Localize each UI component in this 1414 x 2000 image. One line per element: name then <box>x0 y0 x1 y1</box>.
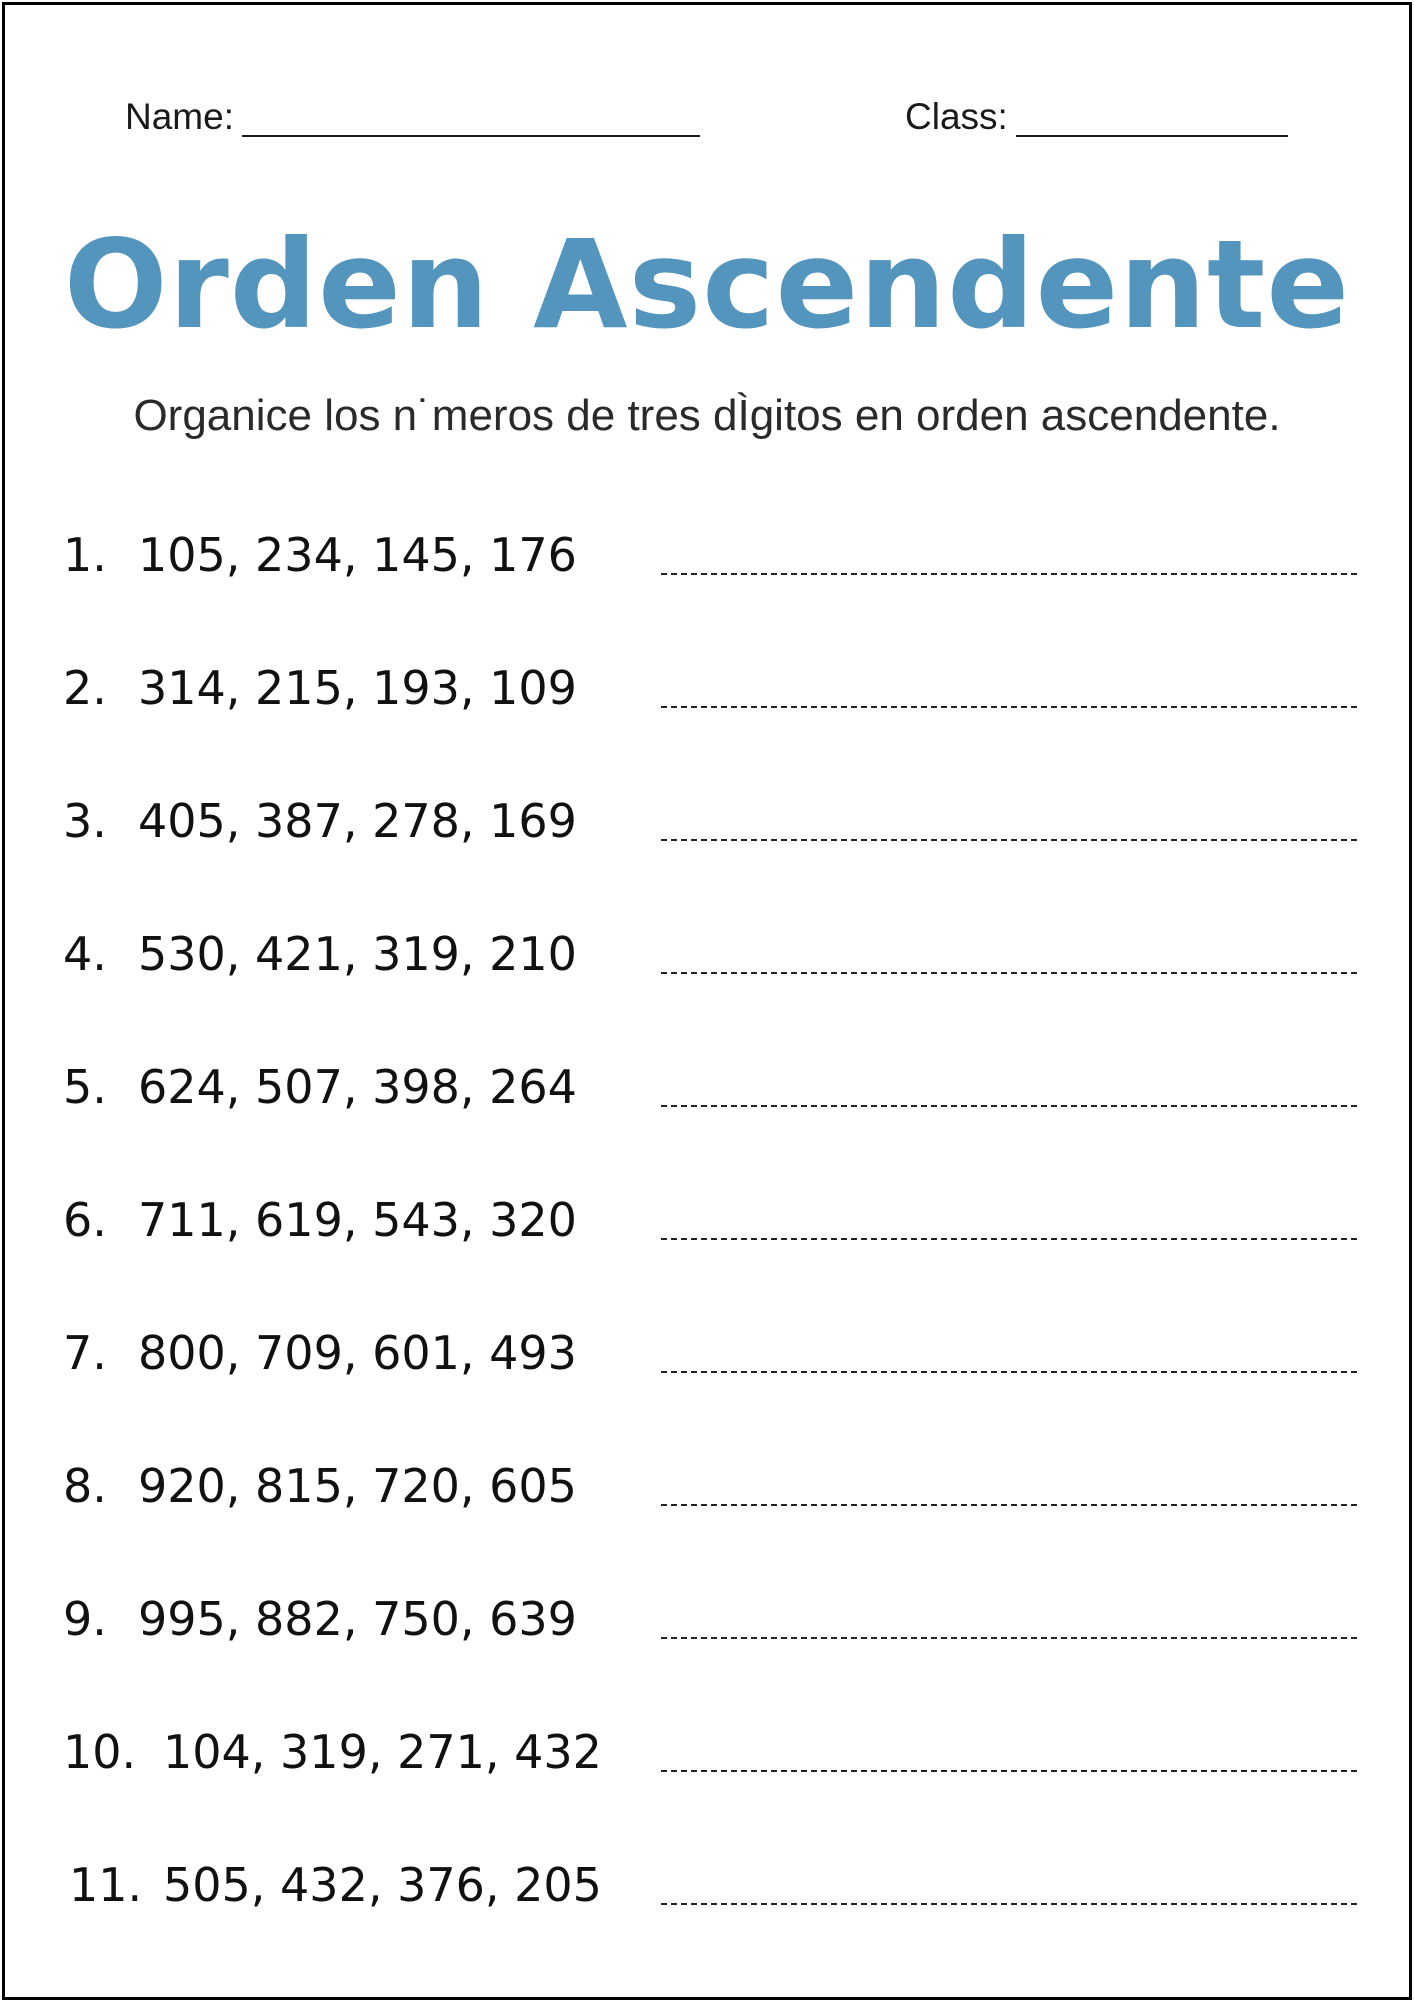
problem-number: 3. <box>63 794 107 848</box>
answer-line[interactable] <box>661 1504 1357 1506</box>
answer-line[interactable] <box>661 1238 1357 1240</box>
problem-number: 7. <box>63 1326 107 1380</box>
problem-number: 6. <box>63 1193 107 1247</box>
answer-line[interactable] <box>661 839 1357 841</box>
problem-row <box>5 1456 1409 1516</box>
problem-number: 4. <box>63 927 107 981</box>
answer-line[interactable] <box>661 573 1357 575</box>
problem-values: 104, 319, 271, 432 <box>163 1725 602 1779</box>
answer-line[interactable] <box>661 706 1357 708</box>
page-title: Orden Ascendente <box>63 214 1351 356</box>
problem-row <box>5 1855 1409 1915</box>
problem-number: 9. <box>63 1592 107 1646</box>
problem-row <box>5 924 1409 984</box>
problem-row <box>5 1589 1409 1649</box>
problem-values: 800, 709, 601, 493 <box>138 1326 577 1380</box>
class-field <box>905 97 1288 137</box>
name-label: Name: <box>125 96 234 137</box>
problem-values: 920, 815, 720, 605 <box>138 1459 577 1513</box>
problem-row <box>5 791 1409 851</box>
problem-number: 2. <box>63 661 107 715</box>
answer-line[interactable] <box>661 1903 1357 1905</box>
name-blank-line[interactable] <box>242 97 700 137</box>
problem-number: 5. <box>63 1060 107 1114</box>
problem-values: 530, 421, 319, 210 <box>138 927 577 981</box>
answer-line[interactable] <box>661 1371 1357 1373</box>
answer-line[interactable] <box>661 1105 1357 1107</box>
problem-row <box>5 525 1409 585</box>
problem-row <box>5 658 1409 718</box>
answer-line[interactable] <box>661 1770 1357 1772</box>
answer-line[interactable] <box>661 1637 1357 1639</box>
worksheet-page <box>2 2 1412 2000</box>
problem-row <box>5 1323 1409 1383</box>
problem-number: 8. <box>63 1459 107 1513</box>
name-field <box>125 97 700 137</box>
problem-number: 10. <box>63 1725 137 1779</box>
answer-line[interactable] <box>661 972 1357 974</box>
problem-values: 405, 387, 278, 169 <box>138 794 577 848</box>
problem-values: 995, 882, 750, 639 <box>138 1592 577 1646</box>
problem-values: 314, 215, 193, 109 <box>138 661 577 715</box>
class-label: Class: <box>905 96 1008 137</box>
class-blank-line[interactable] <box>1016 97 1288 137</box>
problem-values: 505, 432, 376, 205 <box>163 1858 602 1912</box>
problem-values: 711, 619, 543, 320 <box>138 1193 577 1247</box>
problem-values: 624, 507, 398, 264 <box>138 1060 577 1114</box>
problem-row <box>5 1722 1409 1782</box>
problem-row <box>5 1190 1409 1250</box>
instructions-text: Organice los n˙meros de tres dÌgitos en orden ascendente. <box>133 391 1281 440</box>
problem-number: 1. <box>63 528 107 582</box>
problem-row <box>5 1057 1409 1117</box>
problem-values: 105, 234, 145, 176 <box>138 528 577 582</box>
problem-number: 11. <box>69 1858 143 1912</box>
